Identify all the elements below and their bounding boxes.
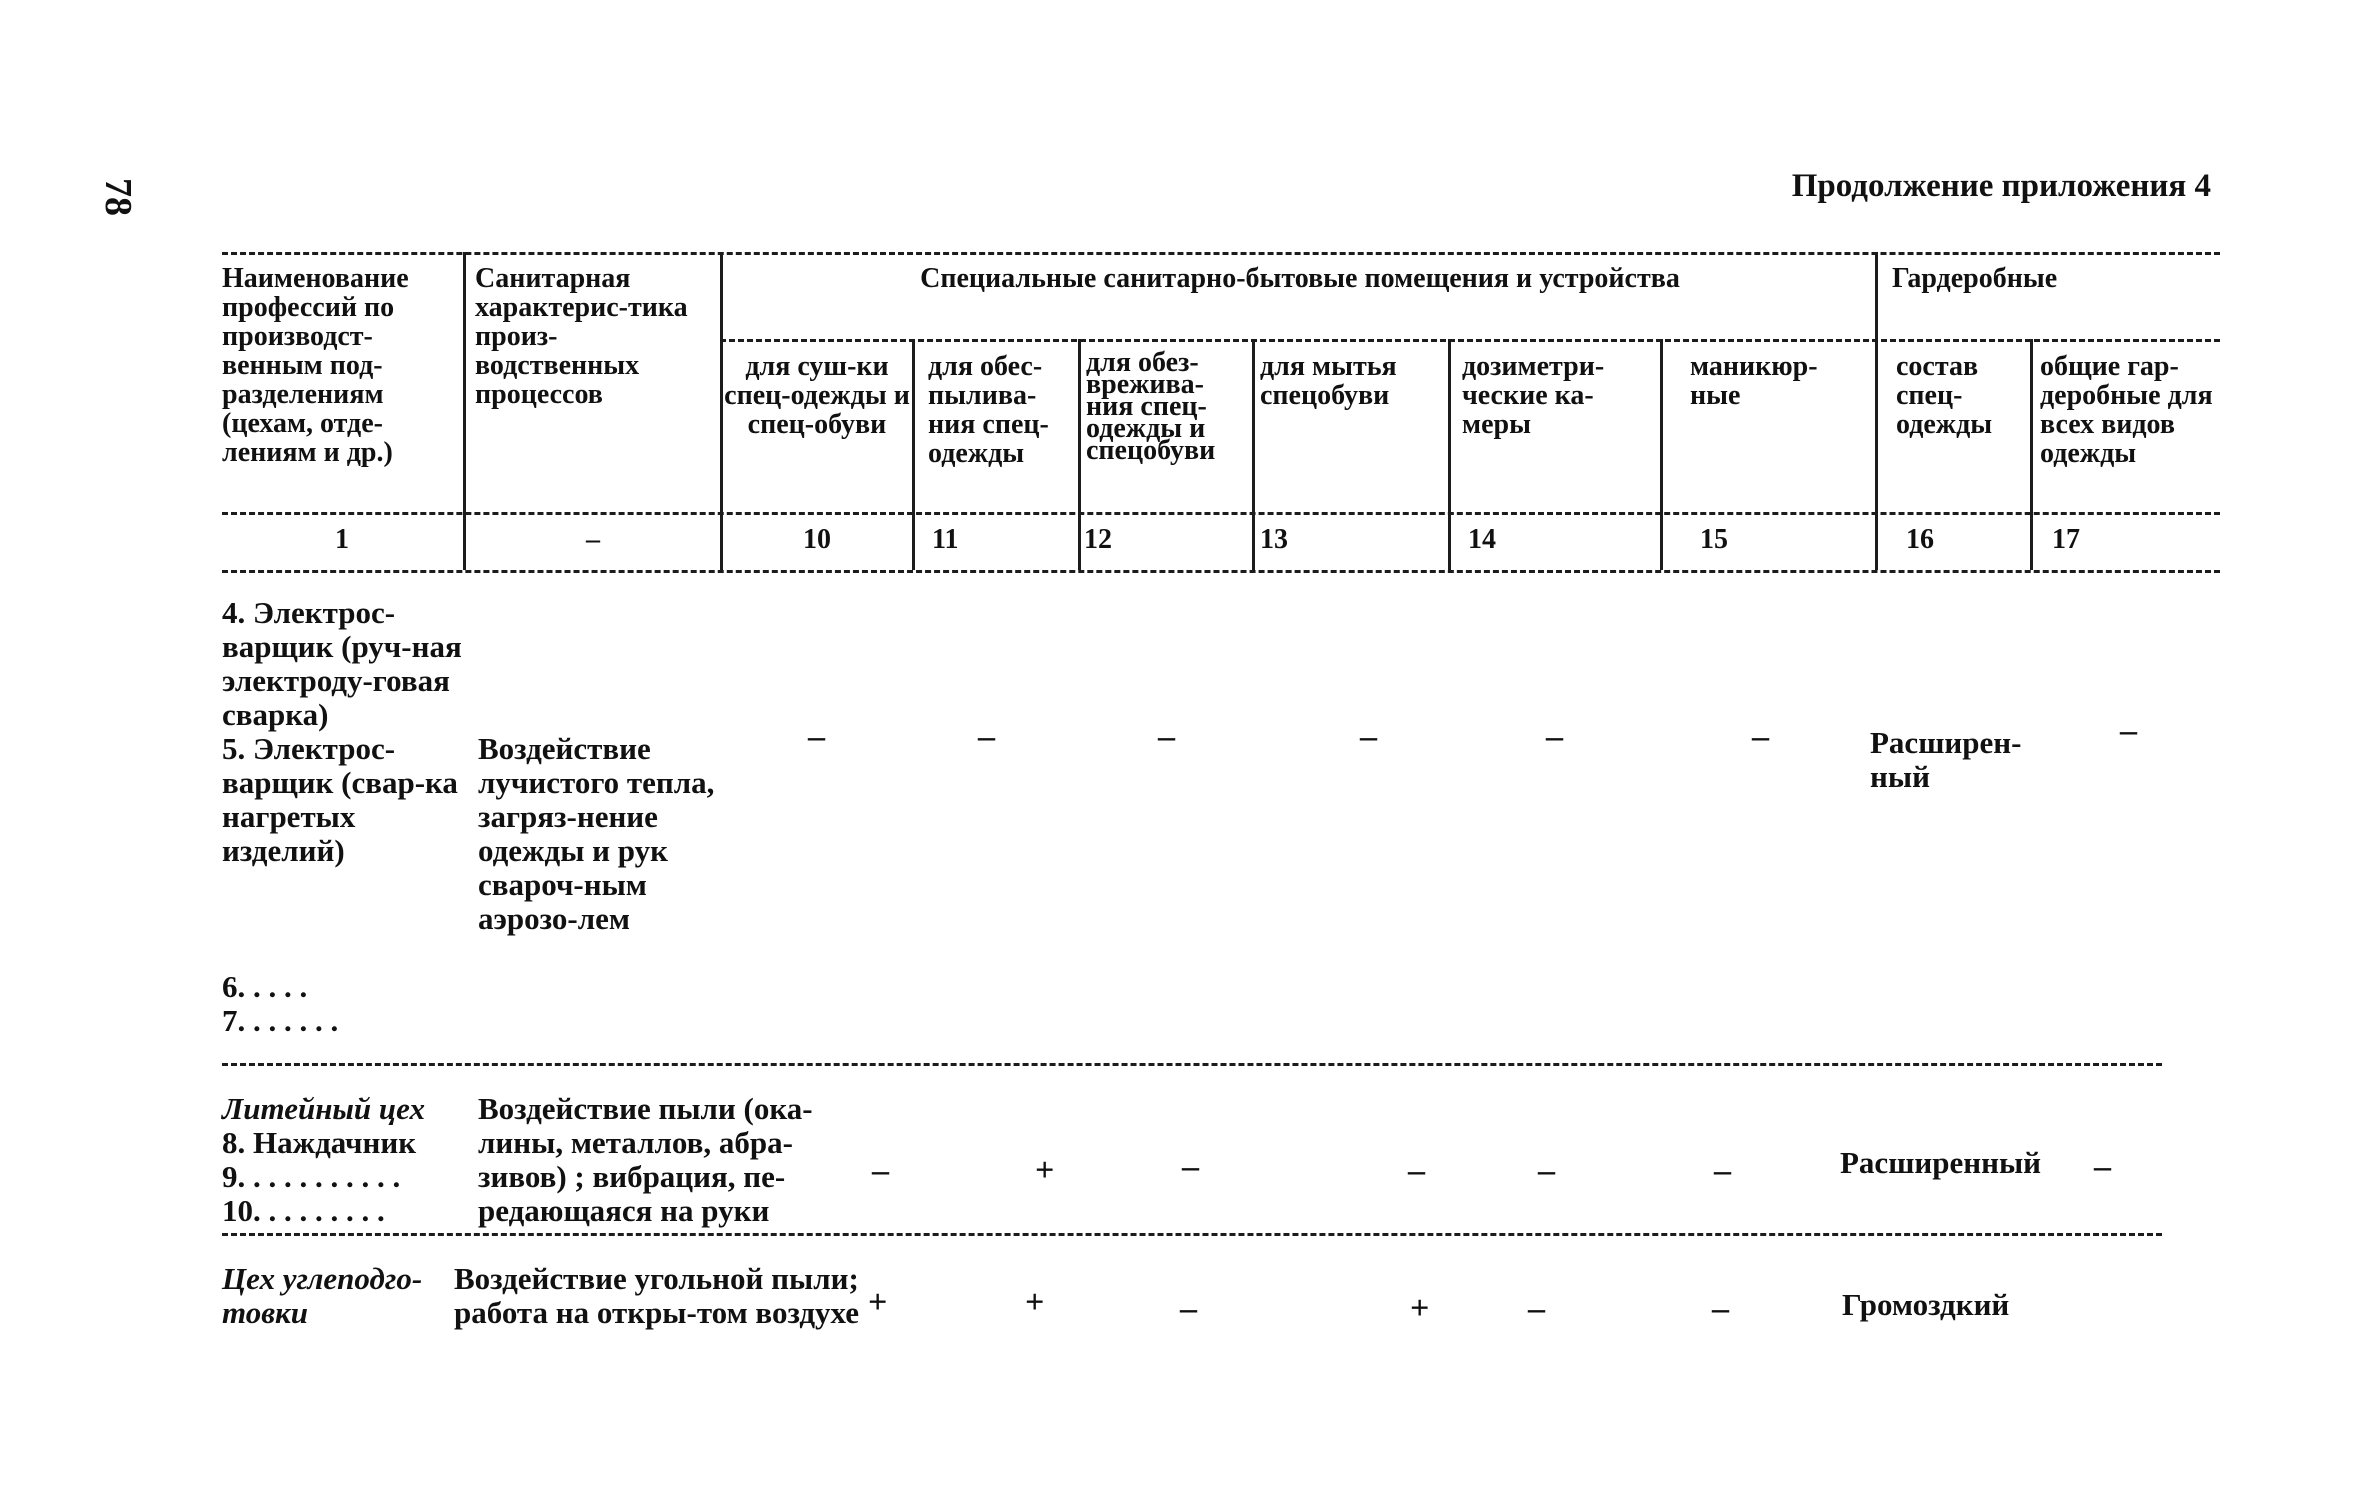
mark: – [1712, 1290, 1729, 1327]
col-number: 12 [1084, 524, 1112, 555]
header-sanitary: Санитарная характерис-тика произ-водственных процессов [475, 263, 688, 410]
mark: – [978, 718, 995, 755]
page-caption: Продолжение приложения 4 [1791, 168, 2211, 204]
header-manicure: маникюр-ные [1690, 351, 1818, 411]
mark: – [808, 718, 825, 755]
col-number: 14 [1468, 524, 1496, 555]
header-wardrobe-group: Гардеробные [1892, 263, 2058, 294]
mark: + [868, 1284, 888, 1321]
row-wardrobe: Расширен-ный [1870, 725, 2022, 794]
group-rule [720, 339, 2220, 342]
page-number: 78 [97, 178, 139, 216]
header-bottom-rule [222, 512, 2220, 515]
col-divider [2030, 339, 2033, 570]
mark: + [1410, 1290, 1430, 1327]
mark: – [1714, 1152, 1731, 1189]
row-profession: 8. Наждачник [222, 1125, 417, 1160]
row-sanitary: Воздействие пыли (ока-лины, металлов, абра-зивов) ; вибрация, пе-редающаяся на руки [478, 1091, 813, 1228]
numbers-bottom-rule [222, 570, 2220, 573]
col-divider [1660, 339, 1663, 570]
col-divider [720, 252, 723, 570]
col-number: 16 [1906, 524, 1934, 555]
row-profession-placeholder: 6. . . . . [222, 969, 308, 1004]
header-workwear-composition: состав спец-одежды [1896, 351, 1993, 440]
mark: – [1180, 1290, 1197, 1327]
col-number: 15 [1700, 524, 1728, 555]
mark: + [1035, 1152, 1055, 1189]
row-profession-placeholder: 10. . . . . . . . . [222, 1193, 385, 1228]
mark: – [1182, 1148, 1199, 1185]
row-shop: Цех углеподго-товки [222, 1261, 423, 1330]
header-special-group: Специальные санитарно-бытовые помещения и устройства [920, 263, 1680, 294]
row-wardrobe: Громоздкий [1842, 1287, 2010, 1322]
row-profession: 5. Электрос-варщик (свар-ка нагретых изделий) [222, 731, 458, 868]
header-boot-washing: для мытья спецобуви [1260, 351, 1397, 411]
mark: – [2120, 712, 2137, 749]
row-profession: 4. Электрос-варщик (руч-ная электроду-говая сварка) [222, 595, 462, 732]
col-number: 1 [335, 524, 349, 555]
row-sanitary: Воздействие угольной пыли; работа на откры-том воздухе [454, 1261, 860, 1330]
col-divider [912, 339, 915, 570]
mark: – [2094, 1148, 2111, 1185]
header-decontamination: для обез-врежива-ния спец-одежды и спецобуви [1086, 347, 1216, 466]
row-wardrobe: Расширенный [1840, 1145, 2042, 1180]
col-divider [1448, 339, 1451, 570]
col-number: 17 [2052, 524, 2080, 555]
mark: – [1546, 718, 1563, 755]
mark: – [1158, 718, 1175, 755]
section-rule-1 [222, 1063, 2162, 1066]
header-drying: для суш-ки спец-одежды и спец-обуви [724, 351, 910, 440]
table-top-rule [222, 252, 2220, 255]
row-profession-placeholder: 9. . . . . . . . . . . [222, 1159, 401, 1194]
col-number: 11 [932, 524, 959, 555]
header-profession: Наименование профессий по производст-венным под-разделениям (цехам, отде-лениям и др.) [222, 263, 409, 468]
mark: – [1408, 1152, 1425, 1189]
col-divider [463, 252, 466, 570]
mark: + [1025, 1284, 1045, 1321]
col-divider [1078, 339, 1081, 570]
header-dedusting: для обес-пылива-ния спец-одежды [928, 351, 1049, 469]
header-dosimetry: дозиметри-ческие ка-меры [1462, 351, 1605, 440]
mark: – [1528, 1290, 1545, 1327]
mark: – [1538, 1152, 1555, 1189]
col-number: 10 [803, 524, 831, 555]
header-general-wardrobe: общие гар-деробные для всех видов одежды [2040, 351, 2213, 469]
mark: – [872, 1152, 889, 1189]
section-rule-2 [222, 1233, 2162, 1236]
col-divider [1875, 252, 1878, 570]
mark: – [1752, 718, 1769, 755]
row-profession-placeholder: 7. . . . . . . [222, 1003, 339, 1038]
col-divider [1252, 339, 1255, 570]
col-number: – [586, 524, 600, 555]
row-sanitary: Воздействие лучистого тепла, загряз-нение одежды и рук свароч-ным аэрозо-лем [478, 731, 715, 936]
mark: – [1360, 718, 1377, 755]
row-shop: Литейный цех [222, 1091, 426, 1126]
col-number: 13 [1260, 524, 1288, 555]
